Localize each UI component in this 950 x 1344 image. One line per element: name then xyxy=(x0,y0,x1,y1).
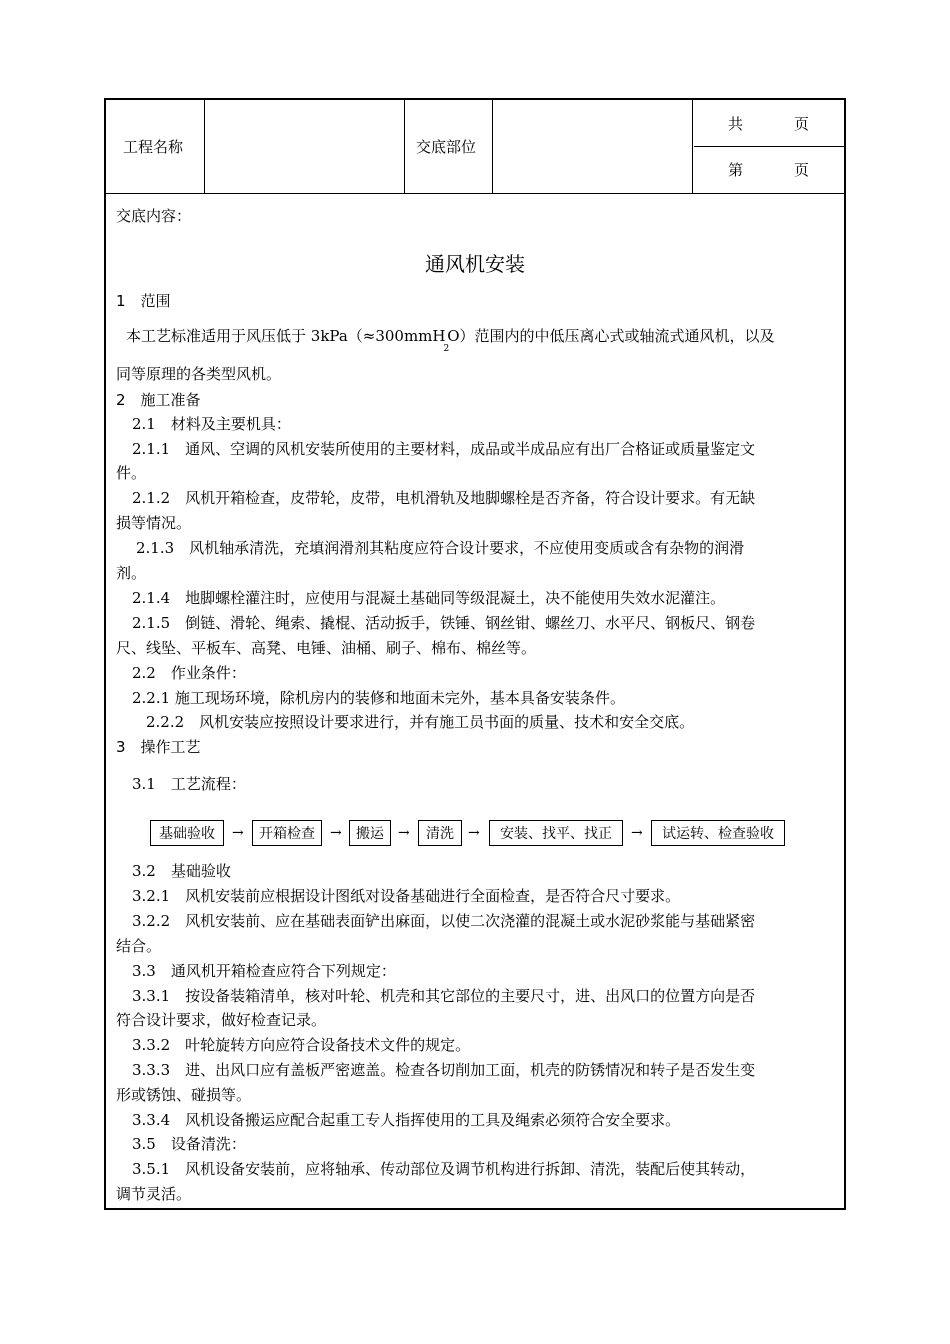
paragraph-line: 3.5 设备清洗： xyxy=(132,1135,246,1153)
content-label: 交底内容： xyxy=(116,207,192,225)
paragraph-line: 2.1.2 风机开箱检查，皮带轮，皮带，电机滑轨及地脚螺栓是否齐备，符合设计要求。有无缺 xyxy=(132,489,756,507)
project-name-field[interactable] xyxy=(206,100,402,193)
paragraph-line: 3.2 基础验收 xyxy=(132,862,231,880)
total-pages-unit: 页 xyxy=(794,115,810,133)
paragraph-line: 2.2.2 风机安装应按照设计要求进行，并有施工员书面的质量、技术和安全交底。 xyxy=(146,713,695,731)
page-no-label: 第 xyxy=(728,161,744,179)
paragraph-line: 3.2.1 风机安装前应根据设计图纸对设备基础进行全面检查，是否符合尺寸要求。 xyxy=(132,887,681,905)
document-frame xyxy=(104,98,846,1210)
flow-arrow: → xyxy=(631,825,643,841)
header-divider xyxy=(404,100,405,193)
flow-step: 试运转、检查验收 xyxy=(651,820,785,846)
header-divider xyxy=(692,100,693,193)
paragraph-line: 结合。 xyxy=(116,937,162,955)
header-divider xyxy=(204,100,205,193)
flow-step: 搬运 xyxy=(349,820,391,846)
flow-arrow: → xyxy=(330,825,342,841)
flow-arrow: → xyxy=(232,825,244,841)
paragraph-line: 3.3.2 叶轮旋转方向应符合设备技术文件的规定。 xyxy=(132,1036,471,1054)
handover-part-label: 交底部位 xyxy=(416,138,477,156)
section-heading: 2 施工准备 xyxy=(116,391,201,409)
header-table xyxy=(106,100,844,194)
paragraph-line: 形或锈蚀、碰损等。 xyxy=(116,1086,252,1104)
paragraph-line: 符合设计要求，做好检查记录。 xyxy=(116,1011,327,1029)
flow-step: 清洗 xyxy=(418,820,462,846)
paragraph-line: 3.3.4 风机设备搬运应配合起重工专人指挥使用的工具及绳索必须符合安全要求。 xyxy=(132,1111,681,1129)
paragraph-line: 2.1.4 地脚螺栓灌注时，应使用与混凝土基础同等级混凝土，决不能使用失效水泥灌注。 xyxy=(132,589,726,607)
paragraph-line: 本工艺标准适用于风压低于 3kPa（≈300mmH$_2$O）范围内的中低压离心式或轴流式通风机，以及 xyxy=(126,327,775,354)
section-heading: 1 范围 xyxy=(116,292,171,310)
paragraph-line: 剂。 xyxy=(116,564,147,582)
paragraph-line: 同等原理的各类型风机。 xyxy=(116,365,282,383)
paragraph-line: 2.1.1 通风、空调的风机安装所使用的主要材料，成品或半成品应有出厂合格证或质量鉴定文 xyxy=(132,440,756,458)
header-divider xyxy=(492,100,493,193)
paragraph-line: 尺、线坠、平板车、高凳、电锤、油桶、刷子、棉布、棉丝等。 xyxy=(116,639,537,657)
paragraph-line: 调节灵活。 xyxy=(116,1185,192,1203)
paragraph-line: 损等情况。 xyxy=(116,514,192,532)
paragraph-line: 2.1.5 倒链、滑轮、绳索、撬棍、活动扳手，铁锤、钢丝钳、螺丝刀、水平尺、钢板尺、钢卷 xyxy=(132,614,756,632)
paragraph-line: 3.3.1 按设备装箱清单，核对叶轮、机壳和其它部位的主要尺寸，进、出风口的位置方向是否 xyxy=(132,987,756,1005)
paragraph-line: 件。 xyxy=(116,464,147,482)
paragraph-line: 2.2.1 施工现场环境，除机房内的装修和地面未完外，基本具备安装条件。 xyxy=(132,689,625,707)
section-heading: 3 操作工艺 xyxy=(116,738,201,756)
paragraph-line: 3.2.2 风机安装前、应在基础表面铲出麻面，以使二次浇灌的混凝土或水泥砂浆能与基础紧密 xyxy=(132,912,756,930)
paragraph-line: 3.1 工艺流程： xyxy=(132,775,246,793)
paragraph-line: 3.3.3 进、出风口应有盖板严密遮盖。检查各切削加工面，机壳的防锈情况和转子是否发生变 xyxy=(132,1061,756,1079)
paragraph-line: 3.3 通风机开箱检查应符合下列规定： xyxy=(132,962,396,980)
project-name-label: 工程名称 xyxy=(123,138,184,156)
flow-step: 基础验收 xyxy=(150,820,224,846)
flow-step: 开箱检查 xyxy=(252,820,322,846)
flow-step: 安装、找平、找正 xyxy=(489,820,623,846)
document-title: 通风机安装 xyxy=(425,252,525,276)
paragraph-line: 2.1 材料及主要机具： xyxy=(132,415,291,433)
flow-arrow: → xyxy=(398,825,410,841)
flow-arrow: → xyxy=(468,825,480,841)
total-pages-label: 共 xyxy=(728,115,744,133)
paragraph-line: 3.5.1 风机设备安装前，应将轴承、传动部位及调节机构进行拆卸、清洗，装配后使其转动， xyxy=(132,1160,756,1178)
header-divider xyxy=(694,146,844,147)
page-no-unit: 页 xyxy=(794,161,810,179)
handover-part-field[interactable] xyxy=(494,100,690,193)
paragraph-line: 2.2 作业条件： xyxy=(132,664,246,682)
paragraph-line: 2.1.3 风机轴承清洗，充填润滑剂其粘度应符合设计要求，不应使用变质或含有杂物的润滑 xyxy=(136,539,745,557)
